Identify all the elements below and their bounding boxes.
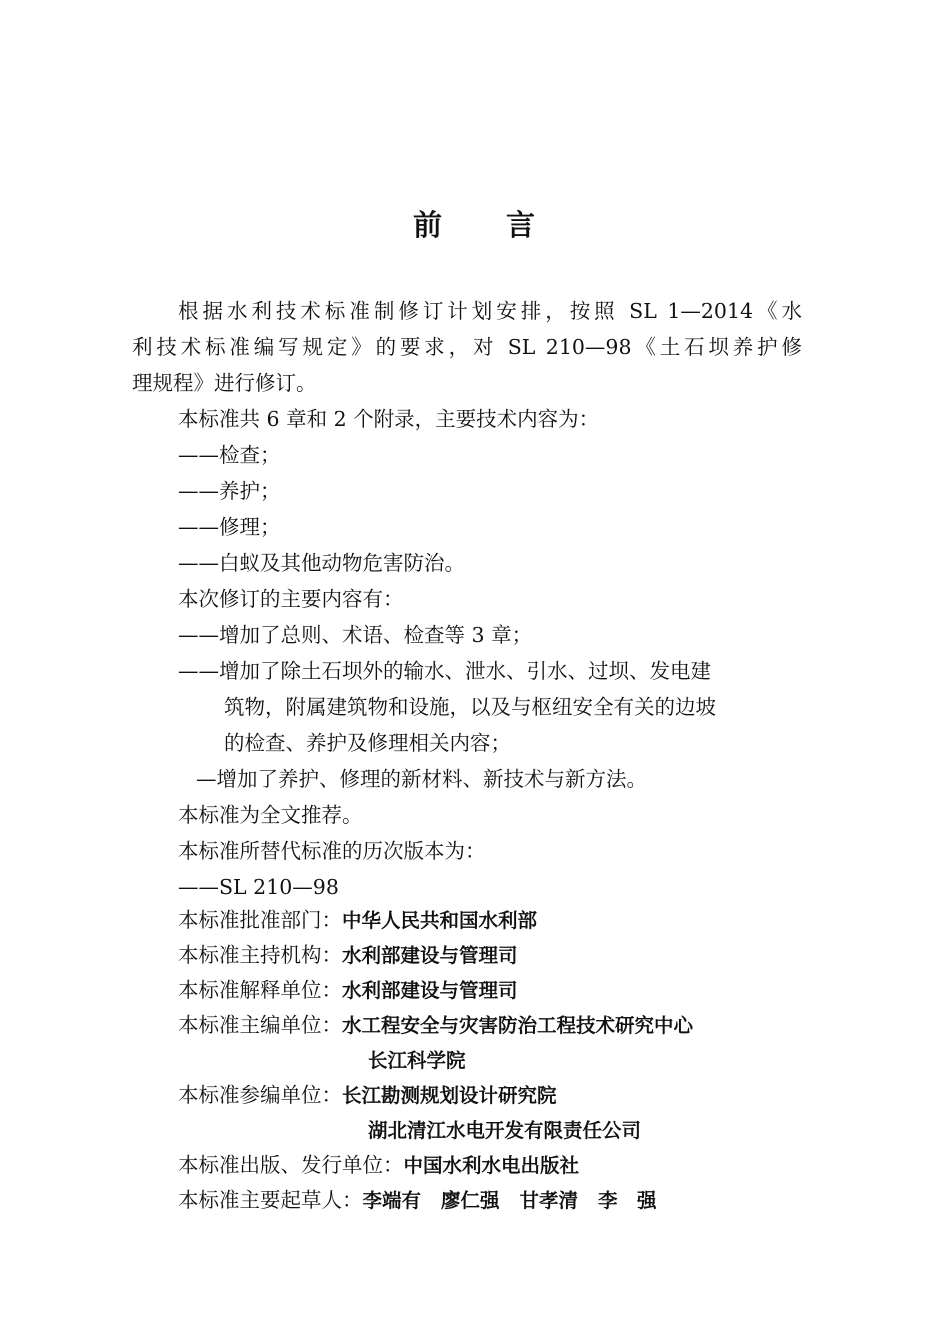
revision-item-1: ——增加了总则、术语、检查等 3 章； [178, 623, 533, 647]
approval-row [178, 903, 818, 938]
recommend-statement: 本标准为全文推荐。 [178, 803, 363, 827]
page-title [0, 203, 950, 247]
contents-heading: 本标准共 6 章和 2 个附录，主要技术内容为： [178, 407, 600, 431]
participant-row-2 [178, 1113, 818, 1148]
contents-item-repair: ——修理； [178, 515, 281, 539]
preface-body [132, 293, 802, 905]
drafters-row [178, 1183, 818, 1218]
interpret-row [178, 973, 818, 1008]
chief-editor-row [178, 1008, 818, 1043]
participant-value-2: 湖北清江水电开发有限责任公司 [368, 1119, 642, 1142]
standard-info [178, 903, 818, 1218]
drafters-label: 本标准主要起草人： [178, 1188, 363, 1212]
revision-item-3: —增加了养护、修理的新材料、新技术与新方法。 [196, 767, 647, 791]
title-char-left: 前 [412, 208, 444, 242]
drafter-name: 李 强 [598, 1189, 657, 1212]
publisher-label: 本标准出版、发行单位： [178, 1153, 404, 1177]
publisher-row [178, 1148, 818, 1183]
history-item: ——SL 210—98 [178, 875, 339, 899]
interpret-value: 水利部建设与管理司 [342, 979, 518, 1002]
chief-editor-value-2: 长江科学院 [368, 1049, 466, 1072]
approval-value: 中华人民共和国水利部 [342, 909, 538, 932]
contents-item-termite: ——白蚁及其他动物危害防治。 [178, 551, 465, 575]
host-value: 水利部建设与管理司 [342, 944, 518, 967]
chief-editor-value-1: 水工程安全与灾害防治工程技术研究中心 [342, 1014, 694, 1037]
title-char-right: 言 [506, 208, 538, 242]
revision-item-2-line-3: 的检查、养护及修理相关内容； [224, 731, 511, 755]
drafter-name: 李端有 [362, 1189, 422, 1212]
publisher-value: 中国水利水电出版社 [403, 1154, 580, 1177]
revision-item-2-line-2: 筑物，附属建筑物和设施，以及与枢纽安全有关的边坡 [224, 695, 716, 719]
revision-item-2-line-1: ——增加了除土石坝外的输水、泄水、引水、过坝、发电建 [178, 659, 711, 683]
participant-value-1: 长江勘测规划设计研究院 [342, 1084, 557, 1107]
participant-row [178, 1078, 818, 1113]
participant-label: 本标准参编单位： [178, 1083, 342, 1107]
intro-line-3: 理规程》进行修订。 [132, 371, 317, 395]
host-label: 本标准主持机构： [178, 943, 342, 967]
chief-editor-row-2 [178, 1043, 818, 1078]
history-heading: 本标准所替代标准的历次版本为： [178, 839, 486, 863]
contents-item-maintenance: ——养护； [178, 479, 281, 503]
intro-line-1: 根据水利技术标准制修订计划安排，按照 SL 1—2014《水 [178, 299, 802, 323]
intro-line-2: 利技术标准编写规定》的要求，对 SL 210—98《土石坝养护修 [132, 335, 802, 359]
approval-label: 本标准批准部门： [178, 908, 342, 932]
interpret-label: 本标准解释单位： [178, 978, 342, 1002]
drafter-name: 甘孝清 [519, 1189, 579, 1212]
host-row [178, 938, 818, 973]
revisions-heading: 本次修订的主要内容有： [178, 587, 404, 611]
drafter-name: 廖仁强 [441, 1189, 500, 1212]
chief-editor-label: 本标准主编单位： [178, 1013, 342, 1037]
contents-item-inspection: ——检查； [178, 443, 281, 467]
